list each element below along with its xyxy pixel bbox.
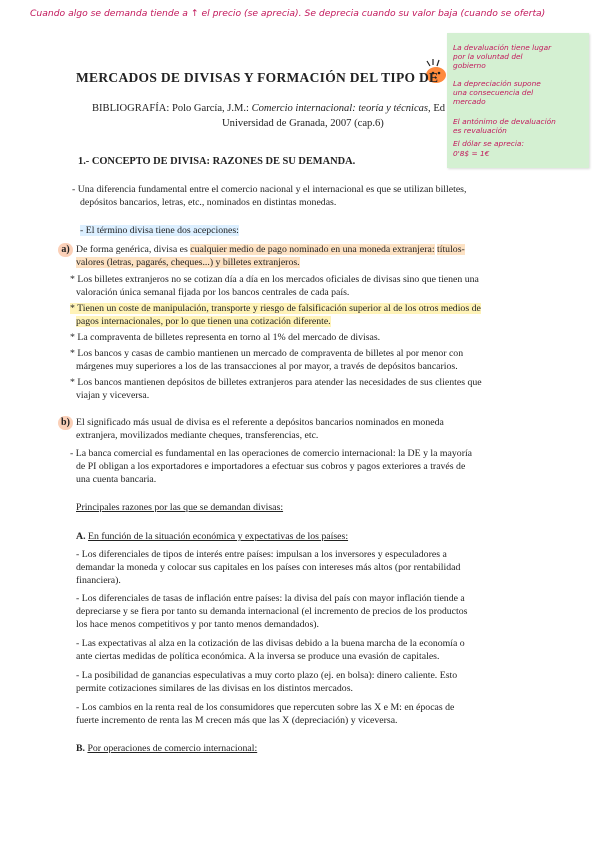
paragraph-line: - Las expectativas al alza en la cotización de las divisas debido a la buena marcha de la economía o — [76, 638, 465, 649]
subsection-b-label: B. — [76, 743, 85, 754]
biblio-label: BIBLIOGRAFÍA: — [92, 103, 170, 114]
document-title: MERCADOS DE DIVISAS Y FORMACIÓN DEL TIPO DE — [76, 70, 439, 85]
bul2-hl1: * Tienen un coste de manipulación, transporte y riesgo de falsificación superior al de los otros medios de — [70, 303, 481, 314]
subsection-b-text: Por operaciones de comercio internacional: — [87, 743, 258, 754]
sticky-line: una consecuencia del — [453, 88, 534, 97]
paragraph-line: El significado más usual de divisa es el referente a depósitos bancarios nominados en moneda — [76, 417, 444, 428]
acepciones-text: - El término divisa tiene dos acepciones: — [80, 225, 239, 236]
paragraph-line: - Los diferenciales de tasas de inflación entre países: la divisa del país con mayor inflación tiende a — [76, 593, 465, 604]
paragraph-line: - Los diferenciales de tipos de interés entre países: impulsan a los inversores y especuladores a — [76, 549, 447, 560]
biblio-ed: Ed — [433, 103, 446, 114]
paragraph-line: permite cotizaciones similares de las divisas en los distintos mercados. — [76, 683, 353, 694]
paragraph-line — [80, 224, 239, 237]
paragraph-line: - Los cambios en la renta real de los consumidores que repercuten sobre las X e M: en épocas de — [76, 702, 455, 713]
paragraph-line: depósitos bancarios, letras, etc., nominados en distintas monedas. — [80, 197, 337, 208]
sticky-line: gobierno — [453, 61, 486, 70]
bullet-line: * Los bancos y casas de cambio mantienen un mercado de compraventa de billetes al por menor con — [70, 348, 464, 359]
bullet-line: * Los bancos mantienen depósitos de billetes extranjeros para atender las necesidades de sus clientes que — [70, 377, 482, 388]
bullet-line — [76, 315, 331, 328]
bullet-line: * Los billetes extranjeros no se cotizan día a día en los mercados oficiales de divisas sino que tienen una — [70, 274, 479, 285]
sticky-note — [447, 33, 589, 168]
paragraph-line — [76, 256, 300, 269]
sticky-line: La devaluación tiene lugar — [453, 43, 552, 52]
paragraph-line: una cuenta bancaria. — [76, 474, 157, 485]
sticky-line: La depreciación supone — [453, 79, 541, 88]
bullet-line: valoración única semanal fijada por los bancos centrales de cada país. — [76, 287, 350, 298]
bibliography — [92, 103, 445, 114]
sticky-line: mercado — [453, 97, 486, 106]
paragraph-line: financiera). — [76, 575, 121, 586]
paragraph-line: ante ciertas medidas de política económica. A la inversa se produce una evasión de capitales. — [76, 651, 440, 662]
paragraph-line: los hace menos competitivos y por tanto menos demandados). — [76, 619, 319, 630]
sticky-line: El antónimo de devaluación — [453, 117, 556, 126]
biblio-author: Polo García, J.M.: — [171, 103, 249, 114]
marker-b: b) — [58, 416, 73, 430]
subsection-a-label: A. — [76, 531, 86, 542]
handwritten-top-note: Cuando algo se demanda tiende a ↑ el precio (se aprecia). Se deprecia cuando su valor baja (cuando se oferta) — [30, 8, 546, 19]
sticky-line: por la voluntad del — [453, 52, 523, 61]
paragraph-line — [76, 243, 465, 256]
marker-a: a) — [58, 243, 73, 257]
bullet-line: * La compraventa de billetes representa en torno al 1% del mercado de divisas. — [70, 332, 381, 343]
paragraph-line: depreciarse y se fiera por tanto su demanda internacional (el incremento de precios de los productos — [76, 606, 468, 617]
sticky-line: El dólar se aprecia: — [453, 139, 524, 148]
razones-heading: Principales razones por las que se demandan divisas: — [76, 502, 284, 513]
bullet-line: viajan y viceversa. — [76, 390, 150, 401]
subsection-a-text: En función de la situación económica y expectativas de los países: — [87, 531, 349, 542]
subsection-b — [76, 742, 257, 755]
paragraph-line: de PI obligan a los exportadores e importadores a efectuar sus cobros y pagos exteriores a través de — [76, 461, 466, 472]
subsection-a — [76, 530, 348, 543]
paragraph-line: - La banca comercial es fundamental en las operaciones de comercio internacional: la DE y la mayoría — [70, 448, 473, 459]
paragraph-line: - La posibilidad de ganancias especulativas a muy corto plazo (ej. en bolsa): dinero caliente. Esto — [76, 670, 458, 681]
section-heading: 1.- CONCEPTO DE DIVISA: RAZONES DE SU DEMANDA. — [78, 156, 356, 167]
a-pre: De forma genérica, divisa es — [76, 244, 188, 255]
a-post: títulos- — [437, 244, 465, 255]
paragraph-line: fuerte incremento de renta las M crecen más que las X (depreciación) y viceversa. — [76, 715, 398, 726]
biblio-book: Comercio internacional: teoría y técnicas, — [251, 103, 431, 114]
a-highlight: cualquier medio de pago nominado en una moneda extranjera: — [190, 244, 435, 255]
paragraph-line: - Una diferencia fundamental entre el comercio nacional y el internacional es que se utilizan billetes, — [72, 184, 467, 195]
a-line2: valores (letras, pagarés, cheques...) y billetes extranjeros. — [76, 257, 300, 268]
bullet-line — [70, 302, 481, 315]
sticky-line: es revaluación — [453, 126, 507, 135]
bullet-line: márgenes muy superiores a los de las transacciones al por mayor, a través de depósitos bancarios. — [76, 361, 458, 372]
paragraph-line: demandar la moneda y colocar sus capitales en los países con intereses más altos (por rentabilidad — [76, 562, 461, 573]
sticky-line: 0'8$ = 1€ — [453, 149, 490, 158]
biblio-line2: Universidad de Granada, 2007 (cap.6) — [222, 118, 384, 129]
paragraph-line: extranjera, movilizados mediante cheques, transferencias, etc. — [76, 430, 319, 441]
bul2-hl2: pagos internacionales, por lo que tienen una cotización diferente. — [76, 316, 331, 327]
